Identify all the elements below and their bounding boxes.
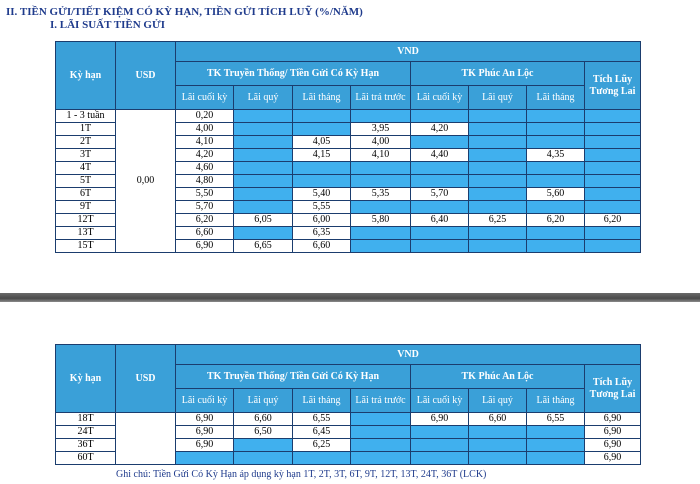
rate-cell [234, 452, 293, 465]
rate-cell [234, 136, 293, 149]
usd-rate-cell: 0,00 [116, 110, 176, 253]
term-cell: 60T [56, 452, 116, 465]
rate-cell: 6,00 [293, 214, 351, 227]
rate-cell [585, 175, 641, 188]
rate-cell [234, 123, 293, 136]
tk-truyen-thong-header: TK Truyền Thống/ Tiền Gửi Có Kỳ Hạn [176, 62, 411, 86]
rate-cell [234, 227, 293, 240]
rate-cell: 6,20 [176, 214, 234, 227]
rate-cell [411, 426, 469, 439]
rate-cell [469, 240, 527, 253]
term-cell: 18T [56, 413, 116, 426]
rate-cell [527, 426, 585, 439]
rate-cell [469, 136, 527, 149]
rate-cell: 6,90 [585, 452, 641, 465]
subsection-heading: I. LÃI SUẤT TIỀN GỬI [50, 19, 166, 31]
rate-cell: 6,90 [176, 439, 234, 452]
term-cell: 4T [56, 162, 116, 175]
rate-cell [234, 439, 293, 452]
rate-cell: 6,90 [411, 413, 469, 426]
table-row [56, 413, 641, 426]
rate-cell: 6,20 [585, 214, 641, 227]
rate-cell [469, 175, 527, 188]
rate-cell [527, 136, 585, 149]
rate-cell [527, 201, 585, 214]
rate-cell [176, 452, 234, 465]
rate-cell [351, 452, 411, 465]
rate-cell [411, 439, 469, 452]
vnd-header: VND [176, 345, 641, 365]
rate-cell [411, 175, 469, 188]
rate-cell [469, 426, 527, 439]
rate-cell: 5,80 [351, 214, 411, 227]
rate-cell [527, 439, 585, 452]
page-divider [0, 293, 700, 302]
term-cell: 3T [56, 149, 116, 162]
pal-lai-thang-header: Lãi tháng [527, 86, 585, 110]
pal-lai-quy-header: Lãi quý [469, 86, 527, 110]
term-cell: 2T [56, 136, 116, 149]
term-cell: 36T [56, 439, 116, 452]
lai-quy-header: Lãi quý [234, 86, 293, 110]
rate-cell: 4,10 [176, 136, 234, 149]
rate-cell [469, 188, 527, 201]
rate-cell [469, 123, 527, 136]
term-cell: 13T [56, 227, 116, 240]
tk-truyen-thong-header: TK Truyền Thống/ Tiền Gửi Có Kỳ Hạn [176, 365, 411, 389]
rate-cell: 6,50 [234, 426, 293, 439]
rate-cell [527, 240, 585, 253]
rate-cell [585, 240, 641, 253]
rate-cell [411, 227, 469, 240]
rate-cell [469, 452, 527, 465]
rate-cell [411, 162, 469, 175]
rate-cell [527, 227, 585, 240]
rate-cell [585, 136, 641, 149]
term-cell: 9T [56, 201, 116, 214]
term-cell: 1 - 3 tuần [56, 110, 116, 123]
rate-cell [351, 162, 411, 175]
rate-cell: 6,55 [527, 413, 585, 426]
rate-table-1 [55, 41, 641, 253]
rate-cell: 6,90 [176, 240, 234, 253]
rate-cell: 6,60 [234, 413, 293, 426]
rate-cell [234, 175, 293, 188]
rate-cell: 6,90 [176, 426, 234, 439]
rate-cell [469, 439, 527, 452]
rate-cell [411, 136, 469, 149]
rate-cell: 5,50 [176, 188, 234, 201]
vnd-header: VND [176, 42, 641, 62]
rate-cell [351, 227, 411, 240]
rate-cell: 6,60 [469, 413, 527, 426]
rate-cell [411, 201, 469, 214]
rate-cell: 6,20 [527, 214, 585, 227]
rate-cell [585, 110, 641, 123]
rate-cell: 4,00 [351, 136, 411, 149]
rate-cell: 6,90 [585, 426, 641, 439]
usd-rate-cell [116, 413, 176, 465]
rate-cell: 6,35 [293, 227, 351, 240]
rate-cell: 5,70 [176, 201, 234, 214]
rate-cell: 4,10 [351, 149, 411, 162]
rate-cell [351, 426, 411, 439]
rate-cell: 6,65 [234, 240, 293, 253]
footnote: Ghi chú: Tiền Gửi Có Kỳ Hạn áp dụng kỳ hạn 1T, 2T, 3T, 6T, 9T, 12T, 13T, 24T, 36T (LCK) [116, 469, 487, 480]
lai-thang-header: Lãi tháng [293, 86, 351, 110]
rate-cell [469, 201, 527, 214]
term-cell: 15T [56, 240, 116, 253]
rate-cell [351, 413, 411, 426]
rate-cell [234, 162, 293, 175]
term-cell: 1T [56, 123, 116, 136]
rate-cell [527, 162, 585, 175]
rate-cell: 6,90 [176, 413, 234, 426]
lai-cuoi-ky-header: Lãi cuối kỳ [176, 86, 234, 110]
rate-cell: 4,05 [293, 136, 351, 149]
rate-cell: 4,35 [527, 149, 585, 162]
rate-cell: 6,55 [293, 413, 351, 426]
rate-cell: 4,20 [411, 123, 469, 136]
rate-cell: 6,45 [293, 426, 351, 439]
rate-cell [527, 110, 585, 123]
rate-cell [234, 201, 293, 214]
rate-cell [351, 439, 411, 452]
pal-lai-cuoi-ky-header: Lãi cuối kỳ [411, 389, 469, 413]
rate-cell [234, 188, 293, 201]
rate-cell: 6,90 [585, 439, 641, 452]
rate-cell: 5,40 [293, 188, 351, 201]
rate-cell [234, 149, 293, 162]
rate-cell [351, 175, 411, 188]
rate-cell: 0,20 [176, 110, 234, 123]
rate-cell [527, 452, 585, 465]
ky-han-header: Kỳ hạn [56, 42, 116, 110]
usd-header: USD [116, 42, 176, 110]
lai-tra-truoc-header: Lãi trả trước [351, 86, 411, 110]
rate-cell [585, 162, 641, 175]
rate-cell: 6,25 [293, 439, 351, 452]
lai-thang-header: Lãi tháng [293, 389, 351, 413]
lai-quy-header: Lãi quý [234, 389, 293, 413]
pal-lai-quy-header: Lãi quý [469, 389, 527, 413]
term-cell: 12T [56, 214, 116, 227]
rate-cell: 5,55 [293, 201, 351, 214]
rate-cell [469, 110, 527, 123]
rate-cell: 4,80 [176, 175, 234, 188]
rate-cell: 6,60 [293, 240, 351, 253]
tich-luy-header: Tích Lũy Tương Lai [585, 62, 641, 110]
rate-cell [585, 123, 641, 136]
rate-cell: 6,60 [176, 227, 234, 240]
rate-cell [351, 240, 411, 253]
rate-cell [411, 110, 469, 123]
rate-cell: 5,60 [527, 188, 585, 201]
rate-cell [234, 110, 293, 123]
rate-cell [585, 227, 641, 240]
rate-cell [293, 110, 351, 123]
section-heading: II. TIỀN GỬI/TIẾT KIỆM CÓ KỲ HẠN, TIỀN GỬI TÍCH LUỸ (%/NĂM) [6, 6, 363, 18]
rate-cell [351, 110, 411, 123]
rate-cell [411, 240, 469, 253]
rate-cell: 4,15 [293, 149, 351, 162]
rate-cell [585, 201, 641, 214]
rate-cell [469, 162, 527, 175]
rate-cell [527, 175, 585, 188]
rate-cell: 6,40 [411, 214, 469, 227]
rate-cell: 4,20 [176, 149, 234, 162]
pal-lai-thang-header: Lãi tháng [527, 389, 585, 413]
rate-cell: 5,35 [351, 188, 411, 201]
tich-luy-header: Tích Lũy Tương Lai [585, 365, 641, 413]
rate-cell: 5,70 [411, 188, 469, 201]
lai-tra-truoc-header: Lãi trả trước [351, 389, 411, 413]
rate-cell [293, 123, 351, 136]
rate-cell: 6,90 [585, 413, 641, 426]
rate-cell [411, 452, 469, 465]
rate-cell [469, 227, 527, 240]
rate-cell [293, 162, 351, 175]
usd-header: USD [116, 345, 176, 413]
pal-lai-cuoi-ky-header: Lãi cuối kỳ [411, 86, 469, 110]
term-cell: 6T [56, 188, 116, 201]
rate-table-2 [55, 344, 641, 465]
rate-cell [293, 175, 351, 188]
table-row [56, 110, 641, 123]
rate-cell [585, 188, 641, 201]
rate-cell: 6,05 [234, 214, 293, 227]
tk-phuc-an-loc-header: TK Phúc An Lộc [411, 62, 585, 86]
lai-cuoi-ky-header: Lãi cuối kỳ [176, 389, 234, 413]
rate-cell: 4,40 [411, 149, 469, 162]
rate-cell [351, 201, 411, 214]
rate-cell [469, 149, 527, 162]
rate-cell [293, 452, 351, 465]
tk-phuc-an-loc-header: TK Phúc An Lộc [411, 365, 585, 389]
rate-cell [527, 123, 585, 136]
ky-han-header: Kỳ hạn [56, 345, 116, 413]
term-cell: 5T [56, 175, 116, 188]
rate-cell: 3,95 [351, 123, 411, 136]
rate-cell [585, 149, 641, 162]
rate-cell: 4,60 [176, 162, 234, 175]
rate-cell: 6,25 [469, 214, 527, 227]
rate-cell: 4,00 [176, 123, 234, 136]
term-cell: 24T [56, 426, 116, 439]
